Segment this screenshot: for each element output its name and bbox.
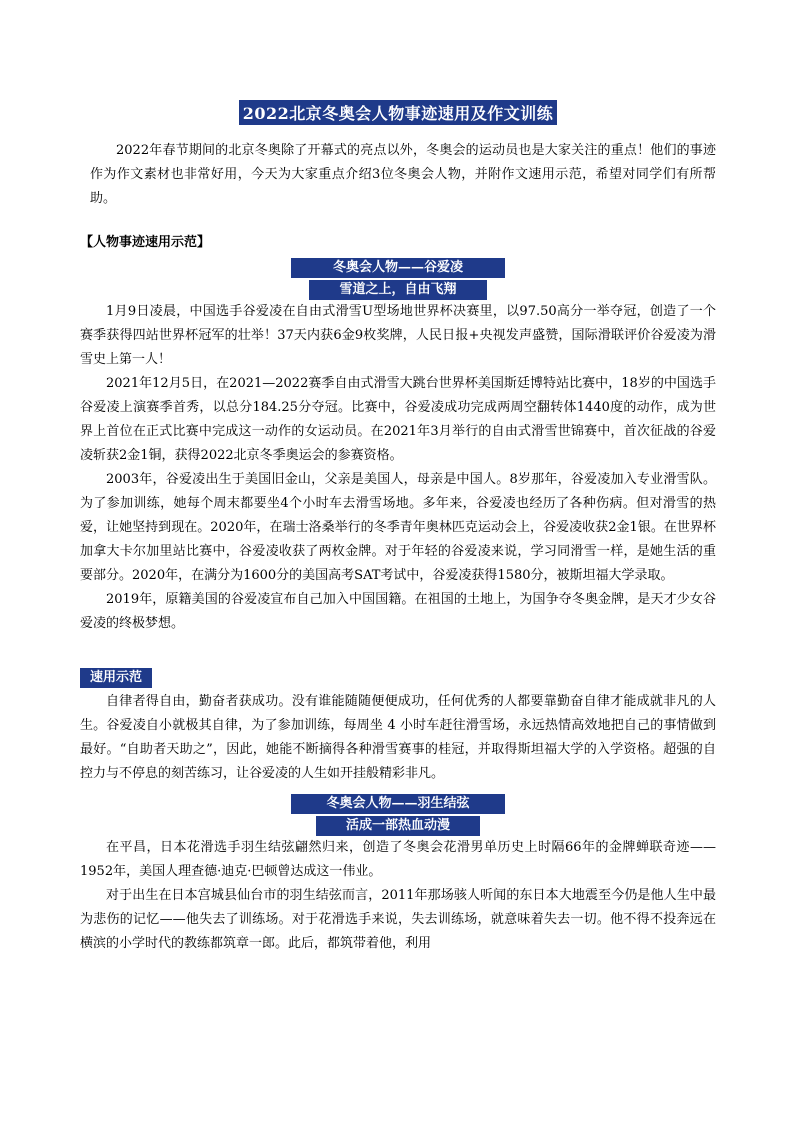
person2-name-banner: 冬奥会人物——羽生结弦 <box>291 794 505 814</box>
title-wrap <box>80 100 716 125</box>
person1-paragraph-3: 2003年，谷爱凌出生于美国旧金山，父亲是美国人，母亲是中国人。8岁那年，谷爱凌加入专业滑雪队。为了参加训练，她每个周末都要坐4个小时车去滑雪场地。多年来，谷爱凌也经历了各种伤病。但对滑雪的热爱，让她坚持到现在。2020年，在瑞士洛桑举行的冬季青年奥林匹克运动会上，谷爱凌收获2金1银。在世界杯加拿大卡尔加里站比赛中，谷爱凌收获了两枚金牌。对于年轻的谷爱凌来说，学习同滑雪一样，是她生活的重要部分。2020年，在满分为1600分的美国高考SAT考试中，谷爱凌获得1580分，被斯坦福大学录取。 <box>80 472 716 583</box>
usage-tag: 速用示范 <box>80 668 152 688</box>
person1-name-banner: 冬奥会人物——谷爱凌 <box>291 258 505 278</box>
person2-paragraph-2: 对于出生在日本宫城县仙台市的羽生结弦而言，2011年那场骇人听闻的东日本大地震至今仍是他人生中最为悲伤的记忆——他失去了训练场。对于花滑选手来说，失去训练场，就意味着失去一切。他不得不投奔远在横滨的小学时代的教练都筑章一郎。此后，都筑带着他，利用 <box>80 888 716 951</box>
section-label: 【人物事迹速用示范】 <box>80 235 211 250</box>
document-page <box>80 100 716 956</box>
usage-tag-wrap <box>80 666 716 688</box>
person1-paragraph-4: 2019年，原籍美国的谷爱凌宣布自己加入中国国籍。在祖国的土地上，为国争夺冬奥金牌，是天才少女谷爱凌的终极梦想。 <box>80 592 716 631</box>
document-title: 2022北京冬奥会人物事迹速用及作文训练 <box>239 100 558 125</box>
person1-name-banner-wrap <box>80 256 716 278</box>
person2-paragraph-1: 在平昌，日本花滑选手羽生结弦翩然归来，创造了冬奥会花滑男单历史上时隔66年的金牌蝉联奇迹——1952年，美国人理查德·迪克·巴顿曾达成这一伟业。 <box>80 840 716 879</box>
person1-paragraph-2: 2021年12月5日，在2021—2022赛季自由式滑雪大跳台世界杯美国斯廷博特站比赛中，18岁的中国选手谷爱凌上演赛季首秀，以总分184.25分夺冠。比赛中，谷爱凌成功完成两周空翻转体1440度的动作，成为世界上首位在正式比赛中完成这一动作的女运动员。在2021年3月举行的自由式滑雪世锦赛中，首次征战的谷爱凌斩获2金1铜，获得2022北京冬季奥运会的参赛资格。 <box>80 376 716 463</box>
person2-name-banner-wrap <box>80 792 716 814</box>
person1-paragraph-1: 1月9日凌晨，中国选手谷爱凌在自由式滑雪U型场地世界杯决赛里，以97.50高分一举夺冠，创造了一个赛季获得四站世界杯冠军的壮举！37天内获6金9枚奖牌，人民日报+央视发声盛赞，国际滑联评价谷爱凌为滑雪史上第一人！ <box>80 304 716 367</box>
person2-subtitle-banner: 活成一部热血动漫 <box>316 816 480 836</box>
usage-paragraph: 自律者得自由，勤奋者获成功。没有谁能随随便便成功，任何优秀的人都要靠勤奋自律才能成就非凡的人生。谷爱凌自小就极其自律，为了参加训练，每周坐 4 小时车赶往滑雪场，永远热情高效地把自己的事情做到最好。“自助者天助之”，因此，她能不断摘得各种滑雪赛事的桂冠，并取得斯坦福大学的入学资格。超强的自控力与不停息的刻苦练习，让谷爱凌的人生如开挂般精彩非凡。 <box>80 694 716 781</box>
person2-subtitle-banner-wrap <box>80 814 716 836</box>
intro-paragraph: 2022年春节期间的北京冬奥除了开幕式的亮点以外，冬奥会的运动员也是大家关注的重点！他们的事迹作为作文素材也非常好用，今天为大家重点介绍3位冬奥会人物，并附作文速用示范，希望对同学们有所帮助。 <box>90 143 716 206</box>
person1-subtitle-banner: 雪道之上，自由飞翔 <box>309 280 486 300</box>
person1-subtitle-banner-wrap <box>80 278 716 300</box>
